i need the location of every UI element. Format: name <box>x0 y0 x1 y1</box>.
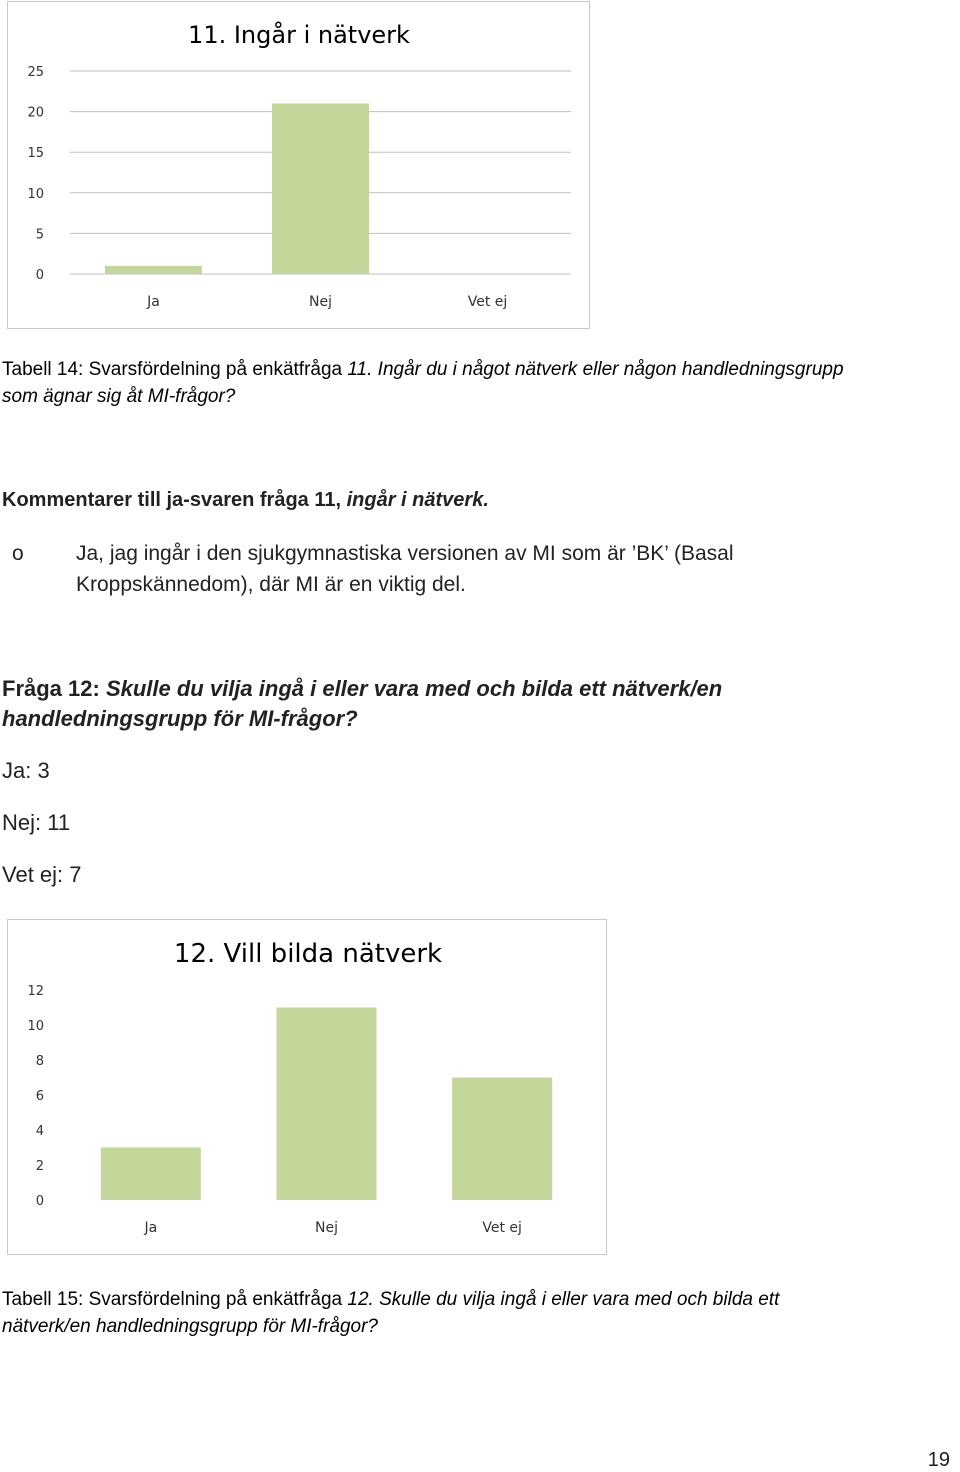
bar-ja <box>101 1148 201 1201</box>
y-tick-label: 20 <box>27 105 44 121</box>
comment-line-1: Ja, jag ingår i den sjukgymnastiska versionen av MI som är ’BK’ (Basal <box>76 542 734 565</box>
chart-12 <box>7 919 607 1255</box>
y-tick-label: 4 <box>35 1124 44 1139</box>
y-tick-label: 0 <box>35 268 44 283</box>
comment-text <box>76 538 906 600</box>
comment-line-2: Kroppskännedom), där MI är en viktig del. <box>76 573 466 596</box>
y-tick-label: 0 <box>35 1194 44 1209</box>
caption-table-15 <box>2 1286 952 1340</box>
page-number: 19 <box>927 1449 950 1471</box>
y-tick-label: 8 <box>35 1054 44 1069</box>
question-12 <box>2 674 942 734</box>
chart-11 <box>7 1 590 329</box>
caption-15-italic-1: 12. Skulle du vilja ingå i eller vara med och bilda ett <box>347 1289 780 1310</box>
y-tick-label: 2 <box>35 1159 44 1174</box>
x-category-label: Nej <box>309 294 332 310</box>
bar-vet-ej <box>452 1078 552 1201</box>
y-tick-label: 25 <box>27 65 44 80</box>
y-tick-label: 5 <box>35 227 44 243</box>
answer-vet-ej: Vet ej: 7 <box>2 862 82 887</box>
bar-nej <box>272 103 369 274</box>
x-category-label: Ja <box>147 294 160 310</box>
chart-title: 11. Ingår i nätverk <box>188 21 410 49</box>
y-tick-label: 12 <box>27 984 44 999</box>
x-category-label: Nej <box>315 1220 338 1236</box>
caption-14-italic-2: som ägnar sig åt MI-frågor? <box>2 386 236 407</box>
question-12-prefix: Fråga 12: <box>2 676 106 701</box>
x-category-label: Vet ej <box>482 1220 522 1236</box>
y-tick-label: 10 <box>27 1019 44 1034</box>
bullet-circle-icon: o <box>12 542 24 565</box>
answer-nej: Nej: 11 <box>2 810 71 835</box>
comments-heading-plain: Kommentarer till ja-svaren fråga 11, <box>2 489 347 511</box>
bar-nej <box>277 1008 377 1201</box>
caption-14-prefix: Tabell 14: Svarsfördelning på enkätfråga <box>2 359 348 380</box>
caption-15-italic-2: nätverk/en handledningsgrupp för MI-frågor? <box>2 1316 379 1337</box>
comments-heading <box>2 486 489 514</box>
chart-12-svg <box>8 920 608 1256</box>
chart-title: 12. Vill bilda nätverk <box>173 939 443 969</box>
caption-15-prefix: Tabell 15: Svarsfördelning på enkätfråga <box>2 1289 348 1310</box>
chart-11-svg <box>8 2 591 330</box>
x-category-label: Vet ej <box>467 294 508 310</box>
answer-ja: Ja: 3 <box>2 758 50 783</box>
y-tick-label: 10 <box>27 186 44 202</box>
comments-heading-italic: ingår i nätverk. <box>346 489 489 511</box>
question-12-italic-2: handledningsgrupp för MI-frågor? <box>2 706 358 731</box>
y-tick-label: 6 <box>35 1089 44 1104</box>
question-12-italic-1: Skulle du vilja ingå i eller vara med och bilda ett nätverk/en <box>105 676 723 701</box>
x-category-label: Ja <box>144 1220 158 1236</box>
caption-14-italic-1: 11. Ingår du i något nätverk eller någon handledningsgrupp <box>347 359 844 380</box>
caption-table-14 <box>2 356 952 410</box>
y-tick-label: 15 <box>27 146 44 162</box>
bar-ja <box>105 266 202 274</box>
